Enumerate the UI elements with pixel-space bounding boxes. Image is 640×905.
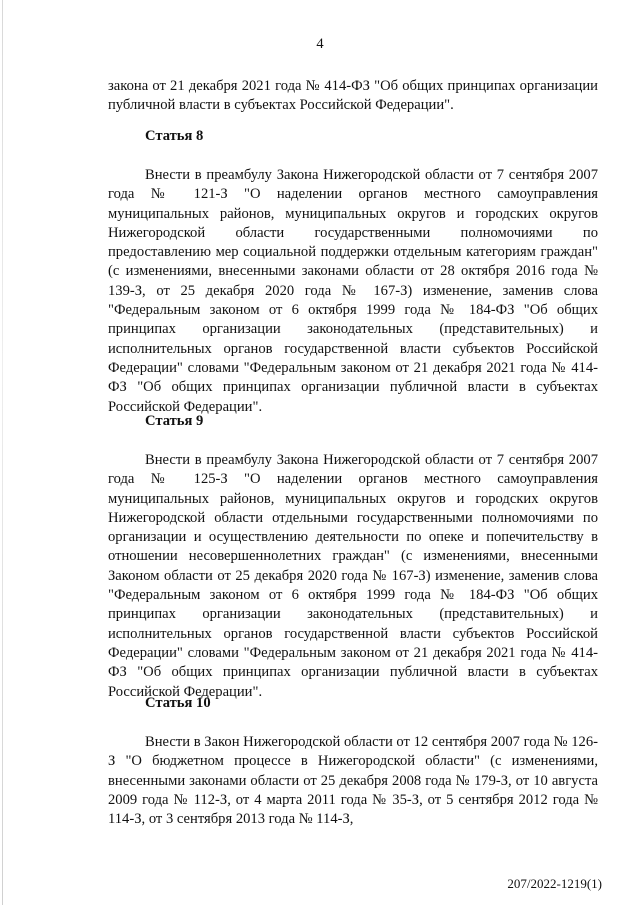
scan-edge [2, 0, 3, 905]
article-9-heading: Статья 9 [145, 413, 204, 429]
article-8-text: Внести в преамбулу Закона Нижегородской области от 7 сентября 2007 года № 121-З "О наделении органов местного самоуправления муниципальных районов, муниципальных округов и городских округов Нижегородской области государственными полномочиями по предоставлению мер социальной поддержки отдельным категориям граждан" (с изменениями, внесенными законами области от 28 октября 2016 года № 139-З, от 25 декабря 2020 года № 167-З) изменение, заменив слова "Федеральным законом от 6 октября 1999 года № 184-ФЗ "Об общих принципах организации законодательных (представительных) и исполнительных органов государственной власти субъектов Российской Федерации" словами "Федеральным законом от 21 декабря 2021 года № 414-ФЗ "Об общих принципах организации публичной власти в субъектах Российской Федерации". [108, 167, 598, 415]
page-number: 4 [316, 36, 324, 52]
paragraph-continuation: закона от 21 декабря 2021 года № 414-ФЗ "Об общих принципах организации публичной власти в субъектах Российской Федерации". [108, 78, 598, 114]
document-code: 207/2022-1219(1) [507, 876, 602, 891]
article-9-text: Внести в преамбулу Закона Нижегородской области от 7 сентября 2007 года № 125-З "О наделении органов местного самоуправления муниципальных районов, муниципальных округов и городских округов Нижегородской области отдельными государственными полномочиями по организации и осуществлению деятельности по опеке и попечительству в отношении несовершеннолетних граждан" (с изменениями, внесенными Законом области от 25 декабря 2020 года № 167-З) изменение, заменив слова "Федеральным законом от 6 октября 1999 года № 184-ФЗ "Об общих принципах организации законодательных (представительных) и исполнительных органов государственной власти субъектов Российской Федерации" словами "Федеральным законом от 21 декабря 2021 года № 414-ФЗ "Об общих принципах организации публичной власти в субъектах Российской Федерации". [108, 452, 598, 700]
article-8-heading: Статья 8 [145, 128, 204, 144]
article-10-text: Внести в Закон Нижегородской области от 12 сентября 2007 года № 126-З "О бюджетном процессе в Нижегородской области" (с изменениями, внесенными законами области от 25 декабря 2008 года № 179-З, от 10 августа 2009 года № 112-З, от 4 марта 2011 года № 35-З, от 5 сентября 2012 года № 114-З, от 3 сентября 2013 года № 114-З, [108, 734, 598, 828]
article-10-heading: Статья 10 [145, 695, 211, 711]
